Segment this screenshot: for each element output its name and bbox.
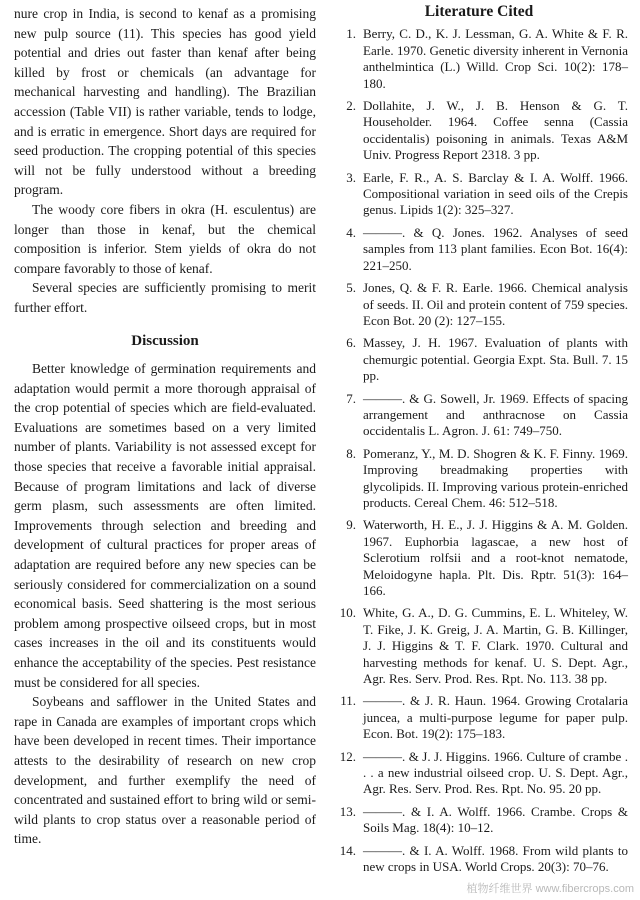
reference-item [330, 517, 628, 599]
reference-number: 4. [346, 224, 356, 240]
discussion-paragraph: Better knowledge of germination requirements and adaptation would permit a more thorough appraisal of the crop potential of species which are field-evaluated. Evaluations are sometimes based on a very limited number of plants. Variability is not assessed except for those species that receive a favorable initial appraisal. Because of program limitations and lack of diverse germ plasm, such assessments are often limited. Improvements through selection and breeding and development of cultural practices for proper areas of adaptation are required before any new species can be seriously considered for commercialization on a sound economical basis. Seed shattering is the most serious problem among prospective oilseed crops, but in most cases increases in the oil and its constituents would enhance the acceptability of the species. Pest resistance must be considered for all species. [14, 361, 316, 690]
reference-item [330, 98, 628, 164]
reference-item [330, 225, 628, 274]
reference-item [330, 391, 628, 440]
reference-number: 5. [346, 280, 356, 296]
right-column [330, 4, 628, 882]
reference-list [330, 26, 628, 875]
reference-text: ———. & Q. Jones. 1962. Analyses of seed samples from 113 plant families. Econ Bot. 16(4): 221–250. [363, 224, 628, 273]
literature-cited-heading: Literature Cited [424, 3, 534, 20]
reference-text: Berry, C. D., K. J. Lessman, G. A. White & F. R. Earle. 1970. Genetic diversity inherent in Vernonia anthelmintica (L.) Willd. Crop Sci. 10(2): 178–180. [363, 26, 628, 91]
reference-item [330, 693, 628, 742]
reference-item [330, 749, 628, 798]
discussion-paragraph: Soybeans and safflower in the United States and rape in Canada are examples of important crops which have been developed in recent times. Their importance attests to the desirability of research on new crop development, and further exemplify the need of concentrated and sustained effort to bring wild or semi-wild plants to crop status over a reasonable period of time. [14, 694, 316, 847]
reference-number: 11. [340, 693, 356, 709]
reference-item [330, 335, 628, 384]
reference-item [330, 170, 628, 219]
reference-text: ———. & J. J. Higgins. 1966. Culture of crambe . . . a new industrial oilseed crop. U. S. Dept. Agr., Agr. Res. Serv. Prod. Res. Rpt. No. 95. 20 pp. [363, 748, 628, 797]
reference-text: ———. & G. Sowell, Jr. 1969. Effects of spacing arrangement and anthracnose on Cassia occidentalis L. Agron. J. 61: 749–750. [363, 390, 628, 439]
reference-text: Waterworth, H. E., J. J. Higgins & A. M. Golden. 1967. Euphorbia lagascae, a new host of Sclerotium rolfsii and a root-knot nematode, Meloidogyne hapla. Plt. Dis. Rptr. 51(3): 164–166. [363, 517, 628, 598]
reference-item [330, 843, 628, 876]
reference-number: 8. [346, 445, 356, 461]
reference-item [330, 446, 628, 512]
intro-paragraph: The woody core fibers in okra (H. esculentus) are longer than those in kenaf, but the chemical composition is inferior. Stem yields of okra do not compare favorably to those of kenaf. [14, 201, 316, 276]
intro-paragraph: Several species are sufficiently promising to merit further effort. [14, 280, 316, 315]
reference-number: 3. [346, 169, 356, 185]
reference-number: 7. [346, 390, 356, 406]
reference-number: 1. [346, 26, 356, 42]
reference-number: 2. [346, 98, 356, 114]
reference-text: ———. & I. A. Wolff. 1966. Crambe. Crops & Soils Mag. 18(4): 10–12. [363, 803, 628, 836]
reference-item [330, 280, 628, 329]
reference-item [330, 605, 628, 687]
reference-item [330, 804, 628, 837]
reference-number: 6. [346, 335, 356, 351]
reference-text: Massey, J. H. 1967. Evaluation of plants with chemurgic potential. Georgia Expt. Sta. Bull. 7. 15 pp. [363, 335, 628, 384]
reference-text: White, G. A., D. G. Cummins, E. L. Whiteley, W. T. Fike, J. K. Greig, J. A. Martin, G. B. Killinger, J. J. Higgins & T. F. Clark. 1970. Cultural and harvesting methods for kenaf. U. S. Dept. Agr., Agr. Res. Serv. Prod. Res. Rpt. No. 113. 38 pp. [363, 605, 628, 687]
reference-item [330, 26, 628, 92]
reference-number: 9. [346, 517, 356, 533]
reference-text: Earle, F. R., A. S. Barclay & I. A. Wolff. 1966. Compositional variation in seed oils of the Crepis genus. Lipids 1(2): 325–327. [363, 169, 628, 218]
reference-number: 10. [339, 605, 356, 621]
discussion-heading: Discussion [131, 332, 199, 349]
site-watermark: 植物纤维世界 www.fibercrops.com [466, 883, 634, 895]
intro-paragraph: nure crop in India, is second to kenaf as a promising new pulp source (11). This species has good yield potential and dries out faster than kenaf after being killed by frost or chemicals (an advantage for mechanical harvesting and handling). The Brazilian accession (Table VII) is rather variable, tends to lodge, and is erratic in emergence. Short days are required for seed production. The cropping potential of this species will not be fully understood without a breeding program. [14, 6, 316, 198]
left-column [14, 4, 316, 849]
reference-text: Jones, Q. & F. R. Earle. 1966. Chemical analysis of seeds. II. Oil and protein content of 759 species. Econ Bot. 20 (2): 127–155. [363, 280, 628, 328]
reference-text: ———. & J. R. Haun. 1964. Growing Crotalaria juncea, a multi-purpose legume for paper pulp. Econ. Bot. 19(2): 175–183. [363, 693, 628, 742]
reference-number: 14. [339, 842, 356, 858]
reference-text: Pomeranz, Y., M. D. Shogren & K. F. Finny. 1969. Improving breadmaking properties with glycolipids. II. Improving various protein-enriched products. Cereal Chem. 46: 512–518. [363, 445, 628, 510]
reference-number: 13. [339, 803, 356, 819]
reference-text: ———. & I. A. Wolff. 1968. From wild plants to new crops in USA. World Crops. 20(3): 70–76. [363, 842, 628, 875]
reference-number: 12. [339, 748, 356, 764]
reference-text: Dollahite, J. W., J. B. Henson & G. T. Householder. 1964. Coffee senna (Cassia occidentalis) poisoning in animals. Texas A&M Univ. Progress Report 2318. 3 pp. [363, 98, 628, 163]
